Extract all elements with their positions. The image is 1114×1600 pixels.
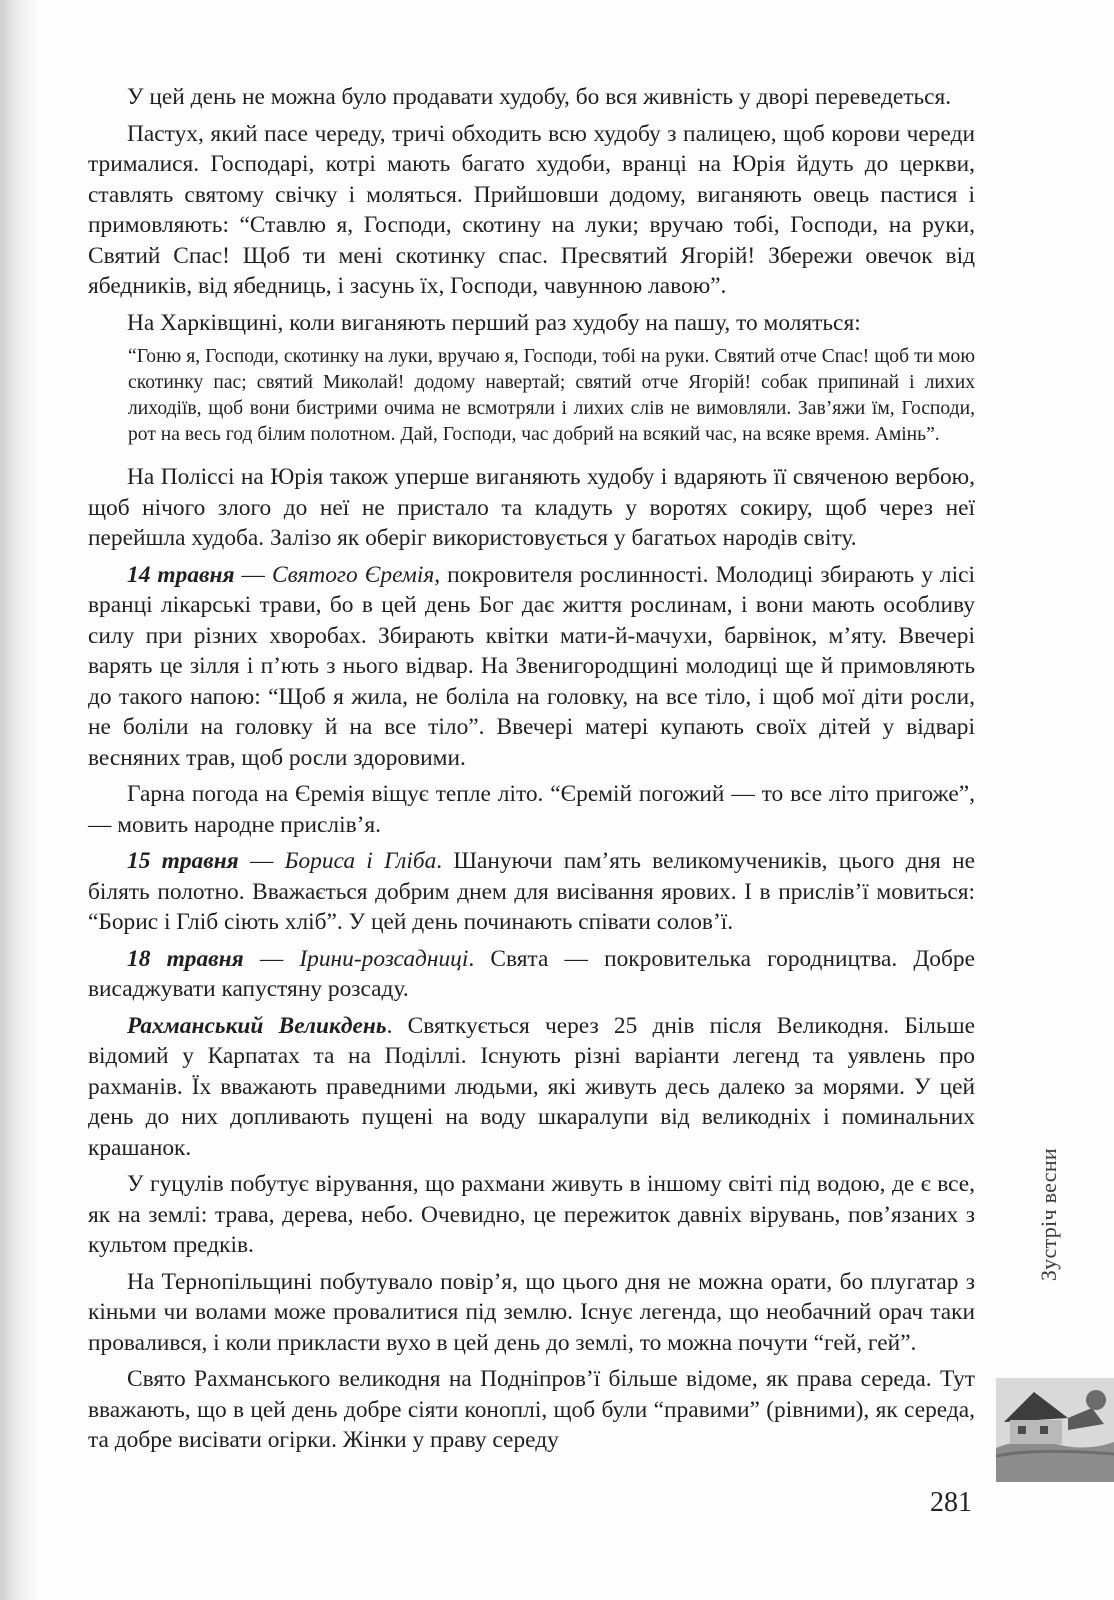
date-heading: 18 травня [127, 945, 244, 972]
page-number: 281 [930, 1487, 972, 1518]
feast-name: Святого Єремія [272, 561, 435, 588]
paragraph-iryna [88, 944, 975, 1005]
body-text [88, 82, 975, 1456]
prayer-quote [88, 344, 975, 448]
page-gutter-shadow [0, 0, 38, 1600]
paragraph: На Харківщині, коли виганяють перший раз худобу на пашу, то моляться: [127, 309, 861, 336]
paragraph-rakhmanskyi [88, 1011, 975, 1164]
quote-text: “Гоню я, Господи, скотинку на луки, вручаю я, Господи, тобі на руки. Святий отче Спас! щоб ти мою скотинку пас; святий Миколай! додому навертай; святий отче Ягорій! собак припинай і лихих лиходіїв, щоб вони бистрими очима не всмотряли і лихих слів не вимовляли. Зав’яжи їм, Господи, рот на весь год білим полотном. Дай, Господи, час добрий на всякий час, на всяке время. Амінь”. [128, 346, 975, 445]
village-house-icon [996, 1378, 1114, 1482]
date-heading: 15 травня [127, 848, 239, 874]
paragraph: У цей день не можна було продавати худобу, бо вся живність у дворі переведеться. [127, 84, 952, 110]
paragraph: На Тернопільщині побутувало повір’я, що цього дня не можна орати, бо плугатар з кіньми чи волами може провалитися під землю. Існує легенда, що необачний орач таки провалився, і коли прикласти вухо в цей день до землі, то можна почути “гей, гей”. [88, 1268, 975, 1356]
feast-name: Бориса і Гліба [284, 848, 437, 874]
paragraph: У гуцулів побутує вірування, що рахмани живуть в іншому світі під водою, де є все, як на землі: трава, дерева, небо. Очевидно, це пережиток давніх вірувань, пов’язаних з культом предків. [88, 1171, 975, 1258]
paragraph: Свято Рахманського великодня на Подніпров’ї більше відоме, як права середа. Тут вважають, що в цей день добре сіяти коноплі, щоб були “правими” (рівними), як середа, та добре висівати огірки. Жінки у праву середу [88, 1366, 975, 1453]
paragraph-yeremiy [88, 560, 975, 774]
date-heading: 14 травня [127, 561, 235, 588]
paragraph: На Поліссі на Юрія також уперше виганяють худобу і вдаряють її свяченою вербою, щоб нічого злого до неї не пристало та кладуть у воротях сокиру, щоб через неї перейшла худоба. Залізо як оберіг використовується у багатьох народів світу. [88, 464, 975, 551]
section-running-title: Зустріч весни [1036, 1148, 1061, 1282]
dash: — [243, 945, 300, 972]
dash: — [234, 561, 272, 588]
paragraph-text: , покровителя рослинності. Молодиці збирають у лісі вранці лікарські трави, бо в цей день Бог дає життя рослинам, і вони мають особливу силу при різних хворобах. Збирають квітки мати-й-мачухи, барвінок, м’яту. Ввечері варять це зілля і п’ють з нього відвар. На Звенигородщині молодиці ще й примовляють до такого напою: “Щоб я жила, не боліла на головку, на все тіло, і щоб мої діти росли, не боліли на головку й на все тіло”. Ввечері матері купають своїх дітей у відварі весняних трав, щоб росли здоровими. [88, 561, 975, 771]
feast-name: Ірини-розсадниці [299, 945, 469, 972]
dash: — [238, 848, 285, 874]
paragraph-text: . Святкується через 25 днів після Великодня. Більше відомий у Карпатах та на Поділлі. Існують різні варіанти легенд та уявлень про рахманів. Їх вважають праведними людьми, які живуть десь далеко за морями. У цей день до них допливають пущені на воду шкаралупи від великодніх і поминальних крашанок. [88, 1012, 975, 1161]
paragraph-borys-glib [88, 846, 975, 938]
paragraph: Гарна погода на Єремія віщує тепле літо. “Єремій погожий — то все літо пригоже”, — мовить народне прислів’я. [88, 781, 975, 838]
section-thumb-tab [996, 1378, 1114, 1482]
paragraph-text: . Свята — покровителька городництва. Добре висаджувати капустяну розсаду. [88, 945, 975, 1002]
paragraph-text: . Шануючи пам’ять великомучеників, цього дня не білять полотно. Вважається добрим днем для висівання ярових. І в прислів’ї мовиться: “Борис і Гліб сіють хліб”. У цей день починають співати солов’ї. [88, 848, 975, 935]
feast-heading: Рахманський Великдень [127, 1012, 387, 1039]
paragraph: Пастух, який пасе череду, тричі обходить всю худобу з палицею, щоб корови череди трималися. Господарі, котрі мають багато худоби, вранці на Юрія йдуть до церкви, ставлять святому свічку і моляться. Прийшовши додому, виганяють овець пастися і примовляють: “Ставлю я, Господи, скотину на луки; вручаю тобі, Господи, на руки, Святий Спас! Щоб ти мені скотинку спас. Пресвятий Ягорій! Збережи овечок від ябедників, від ябедниць, і засунь їх, Господи, чавунною лавою”. [88, 120, 975, 299]
